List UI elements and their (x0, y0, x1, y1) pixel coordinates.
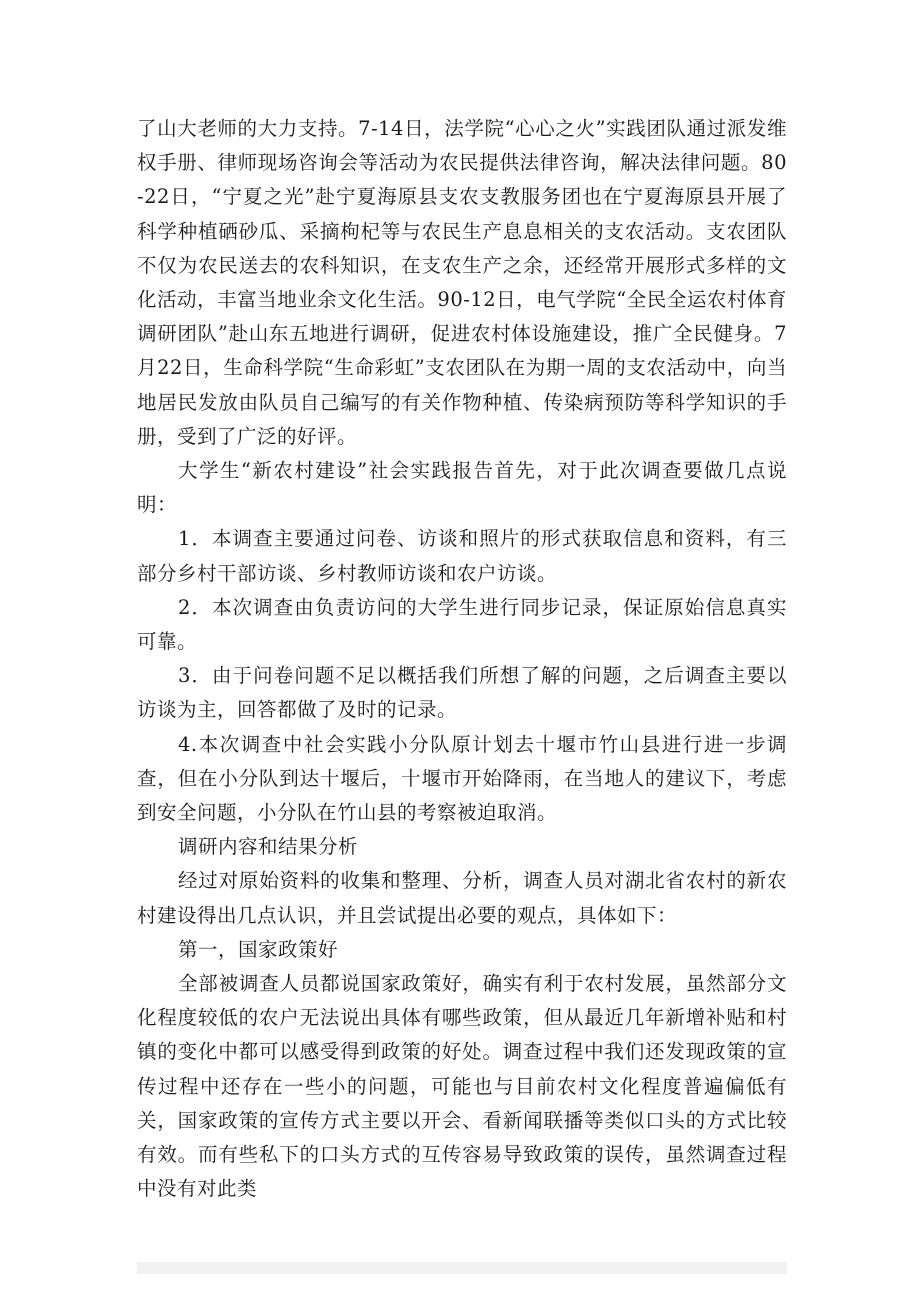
subsection-heading: 第一，国家政策好 (178, 937, 339, 961)
page-bottom-strip (137, 1262, 787, 1274)
list-item: 4.本次调查中社会实践小分队原计划去十堰市竹山县进行进一步调查，但在小分队到达十堰后，十堰市开始降雨，在当地人的建议下，考虑到安全问题，小分队在竹山县的考察被迫取消。 (137, 732, 787, 825)
list-item: 2．本次调查由负责访问的大学生进行同步记录，保证原始信息真实可靠。 (137, 595, 787, 654)
section-heading: 调研内容和结果分析 (178, 835, 359, 859)
paragraph: 大学生“新农村建设”社会实践报告首先，对于此次调查要做几点说明： (137, 459, 787, 517)
paragraph: 经过对原始资料的收集和整理、分析，调查人员对湖北省农村的新农村建设得出几点认识，并且尝试提出必要的观点，具体如下： (137, 869, 787, 927)
list-item: 1．本调查主要通过问卷、访谈和照片的形式获取信息和资料，有三部分乡村干部访谈、乡村教师访谈和农户访谈。 (137, 527, 787, 585)
list-item: 3．由于问卷问题不足以概括我们所想了解的问题，之后调查主要以访谈为主，回答都做了及时的记录。 (137, 664, 787, 722)
paragraph: 全部被调查人员都说国家政策好，确实有利于农村发展，虽然部分文化程度较低的农户无法说出具体有哪些政策，但从最近几年新增补贴和村镇的变化中都可以感受得到政策的好处。调查过程中我们还发现政策的宣传过程中还存在一些小的问题，可能也与目前农村文化程度普遍偏低有关，国家政策的宣传方式主要以开会、看新闻联播等类似口头的方式比较有效。而有些私下的口头方式的互传容易导致政策的误传，虽然调查过程中没有对此类 (137, 972, 787, 1201)
document-body (137, 112, 787, 1207)
paragraph: 了山大老师的大力支持。7-14日，法学院“心心之火”实践团队通过派发维权手册、律师现场咨询会等活动为农民提供法律咨询，解决法律问题。80-22日，“宁夏之光”赴宁夏海原县支农支教服务团也在宁夏海原县开展了科学种植硒砂瓜、采摘枸杞等与农民生产息息相关的支农活动。支农团队不仅为农民送去的农科知识，在支农生产之余，还经常开展形式多样的文化活动，丰富当地业余文化生活。90-12日，电气学院“全民全运农村体育调研团队”赴山东五地进行调研，促进农村体设施建设，推广全民健身。7月22日，生命科学院“生命彩虹”支农团队在为期一周的支农活动中，向当地居民发放由队员自己编写的有关作物种植、传染病预防等科学知识的手册，受到了广泛的好评。 (137, 117, 787, 448)
